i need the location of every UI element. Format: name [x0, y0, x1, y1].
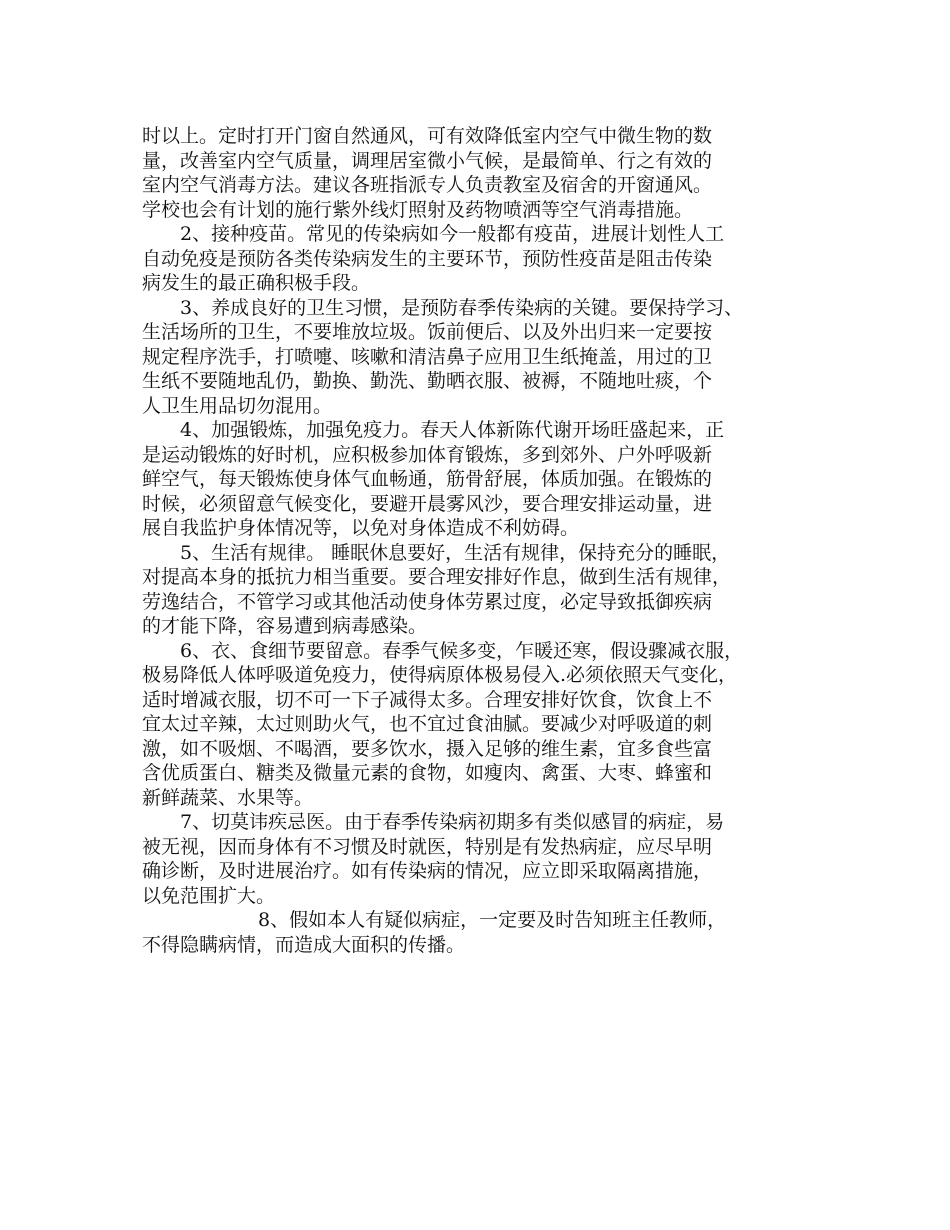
text-line: 激，如不吸烟、不喝酒，要多饮水，摄入足够的维生素，宜多食些富: [142, 737, 713, 760]
text-line: 被无视，因而身体有不习惯及时就医，特别是有发热病症，应尽早明: [142, 835, 713, 858]
text-line: 学校也会有计划的施行紫外线灯照射及药物喷洒等空气消毒措施。: [142, 198, 694, 221]
text-line: 规定程序洗手，打喷嚏、咳嗽和清洁鼻子应用卫生纸掩盖，用过的卫: [142, 345, 713, 368]
text-line: 生活场所的卫生，不要堆放垃圾。饭前便后、以及外出归来一定要按: [142, 321, 713, 343]
text-line: 宜太过辛辣，太过则助火气，也不宜过食油腻。要减少对呼吸道的刺: [142, 713, 713, 735]
text-line: 3、养成良好的卫生习惯，是预防春季传染病的关键。要保持学习、: [180, 296, 744, 319]
paragraph-regular-life: [142, 541, 820, 639]
paragraph-ventilation: [142, 124, 820, 222]
paragraph-exercise: [142, 418, 820, 541]
text-line: 人卫生用品切勿混用。: [142, 394, 333, 417]
text-line: 确诊断，及时进展治疗。如有传染病的情况，应立即采取隔离措施，: [142, 860, 713, 882]
text-line: 生纸不要随地乱仍，勤换、勤洗、勤晒衣服、被褥，不随地吐痰，个: [142, 370, 713, 392]
text-line: 不得隐瞒病情，而造成大面积的传播。: [142, 933, 466, 956]
paragraph-report-symptoms: [142, 908, 820, 957]
paragraph-hygiene: [142, 296, 820, 419]
text-line: 以免范围扩大。: [142, 884, 276, 907]
text-line: 展自我监护身体情况等，以免对身体造成不利妨碍。: [142, 517, 580, 539]
text-line: 适时增减衣服，切不可一下子减得太多。合理安排好饮食，饮食上不: [142, 688, 713, 711]
text-line: 6、衣、食细节要留意。春季气候多变，乍暖还寒，假设骤减衣服，: [180, 639, 744, 662]
text-line: 的才能下降，容易遭到病毒感染。: [142, 615, 428, 637]
paragraph-seek-medical: [142, 810, 820, 908]
text-line: 是运动锻炼的好时机，应积极参加体育锻炼，多到郊外、户外呼吸新: [142, 443, 713, 466]
document-body: [142, 124, 820, 957]
text-line: 鲜空气，每天锻炼使身体气血畅通，筋骨舒展，体质加强。在锻炼的: [142, 468, 713, 490]
text-line: 极易降低人体呼吸道免疫力，使得病原体极易侵入.必须依照天气变化，: [142, 664, 738, 686]
text-line: 对提高本身的抵抗力相当重要。要合理安排好作息，做到生活有规律，: [142, 566, 732, 588]
text-line: 病发生的最正确积极手段。: [142, 272, 371, 294]
text-line: 8、假如本人有疑似病症，一定要及时告知班主任教师，: [258, 909, 727, 931]
text-line: 2、接种疫苗。常见的传染病如今一般都有疫苗，进展计划性人工: [180, 223, 725, 245]
text-line: 自动免疫是预防各类传染病发生的主要环节，预防性疫苗是阻击传染: [142, 247, 713, 270]
text-line: 劳逸结合，不管学习或其他活动使身体劳累过度，必定导致抵御疾病: [142, 590, 713, 613]
text-line: 时候，必须留意气候变化，要避开晨雾风沙，要合理安排运动量，进: [142, 492, 713, 515]
text-line: 量，改善室内空气质量，调理居室微小气候，是最简单、行之有效的: [142, 149, 713, 172]
text-line: 4、加强锻炼，加强免疫力。春天人体新陈代谢开场旺盛起来，正: [180, 419, 725, 441]
text-line: 含优质蛋白、糖类及微量元素的食物，如瘦肉、禽蛋、大枣、蜂蜜和: [142, 762, 713, 784]
paragraph-clothing-diet: [142, 639, 820, 811]
text-line: 7、切莫讳疾忌医。由于春季传染病初期多有类似感冒的病症，易: [180, 811, 725, 833]
text-line: 5、生活有规律。 睡眠休息要好，生活有规律，保持充分的睡眠，: [180, 541, 731, 564]
text-line: 室内空气消毒方法。建议各班指派专人负责教室及宿舍的开窗通风。: [142, 174, 713, 196]
text-line: 时以上。定时打开门窗自然通风，可有效降低室内空气中微生物的数: [142, 125, 713, 147]
text-line: 新鲜蔬菜、水果等。: [142, 786, 314, 809]
paragraph-vaccination: [142, 222, 820, 296]
